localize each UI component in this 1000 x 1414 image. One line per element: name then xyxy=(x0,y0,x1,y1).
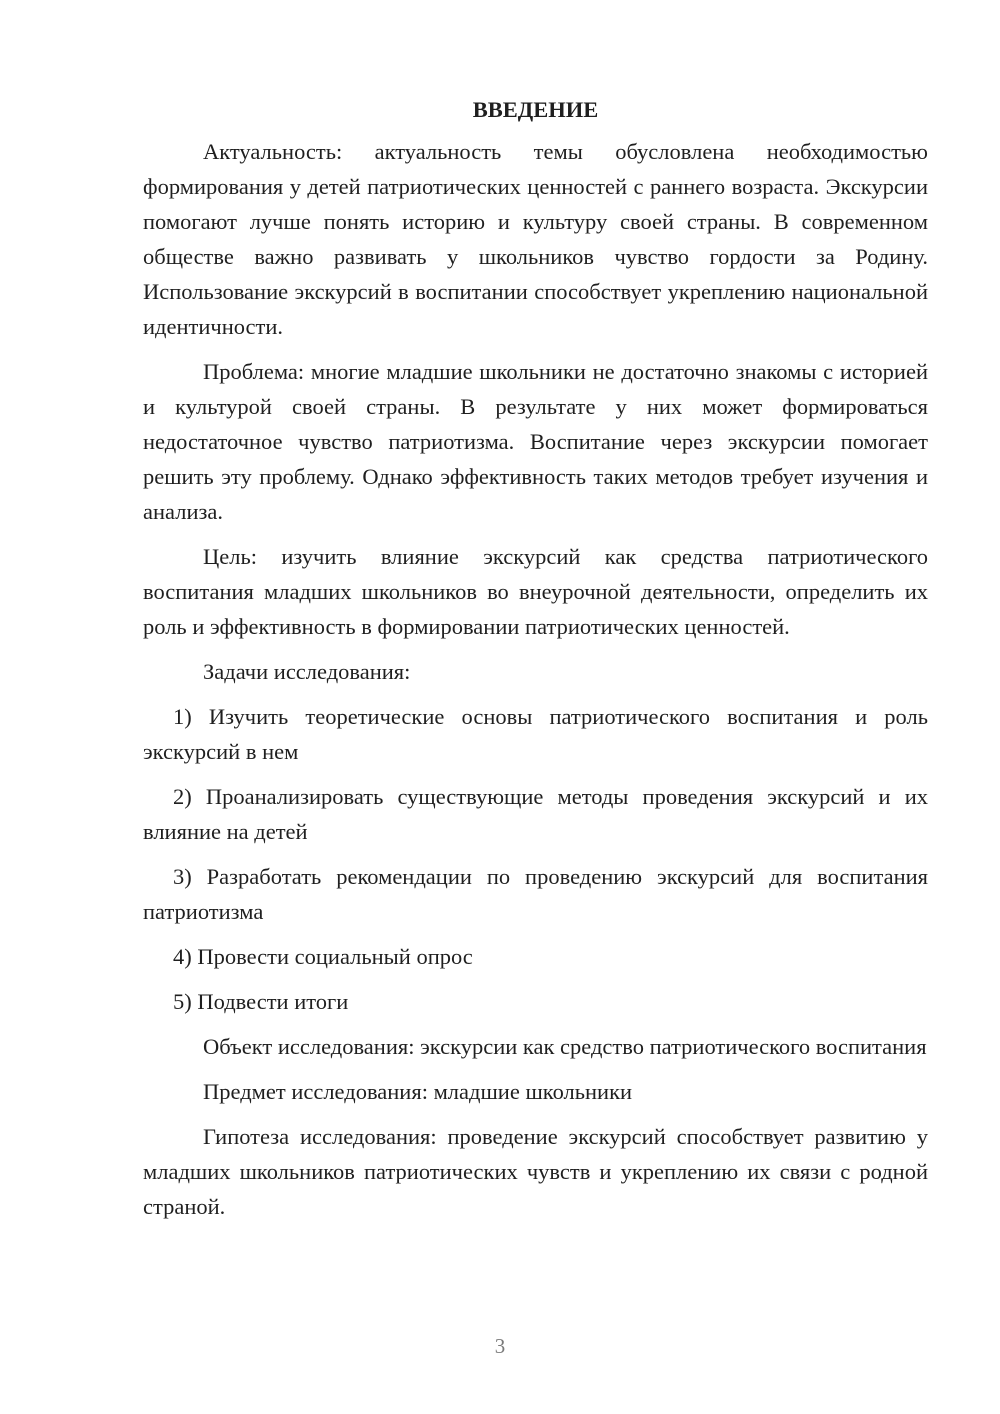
subject-paragraph: Предмет исследования: младшие школьники xyxy=(203,1079,633,1104)
object-paragraph: Объект исследования: экскурсии как средство патриотического воспитания xyxy=(203,1034,927,1059)
task-item: 5) Подвести итоги xyxy=(173,989,349,1014)
task-item: 4) Провести социальный опрос xyxy=(173,944,473,969)
goal-paragraph: Цель: изучить влияние экскурсий как средства патриотического воспитания младших школьников во внеурочной деятельности, определить их роль и эффективность в формировании патриотических ценностей. xyxy=(143,544,928,639)
task-item: 1) Изучить теоретические основы патриотического воспитания и роль экскурсий в нем xyxy=(143,704,928,764)
relevance-paragraph: Актуальность: актуальность темы обусловлена необходимостью формирования у детей патриотических ценностей с раннего возраста. Экскурсии помогают лучше понять историю и культуру своей страны. В современном обществе важно развивать у школьников чувство гордости за Родину. Использование экскурсий в воспитании способствует укреплению национальной идентичности. xyxy=(143,139,928,339)
problem-paragraph: Проблема: многие младшие школьники не достаточно знакомы с историей и культурой своей страны. В результате у них может формироваться недостаточное чувство патриотизма. Воспитание через экскурсии помогает решить эту проблему. Однако эффективность таких методов требует изучения и анализа. xyxy=(143,359,928,524)
section-heading: ВВЕДЕНИЕ xyxy=(472,97,599,122)
task-item: 3) Разработать рекомендации по проведению экскурсий для воспитания патриотизма xyxy=(143,864,928,924)
page-number: 3 xyxy=(494,1334,506,1358)
hypothesis-paragraph: Гипотеза исследования: проведение экскурсий способствует развитию у младших школьников патриотических чувств и укреплению их связи с родной страной. xyxy=(143,1124,928,1219)
tasks-title: Задачи исследования: xyxy=(203,659,411,684)
page-content xyxy=(143,92,928,1234)
task-item: 2) Проанализировать существующие методы проведения экскурсий и их влияние на детей xyxy=(143,784,928,844)
